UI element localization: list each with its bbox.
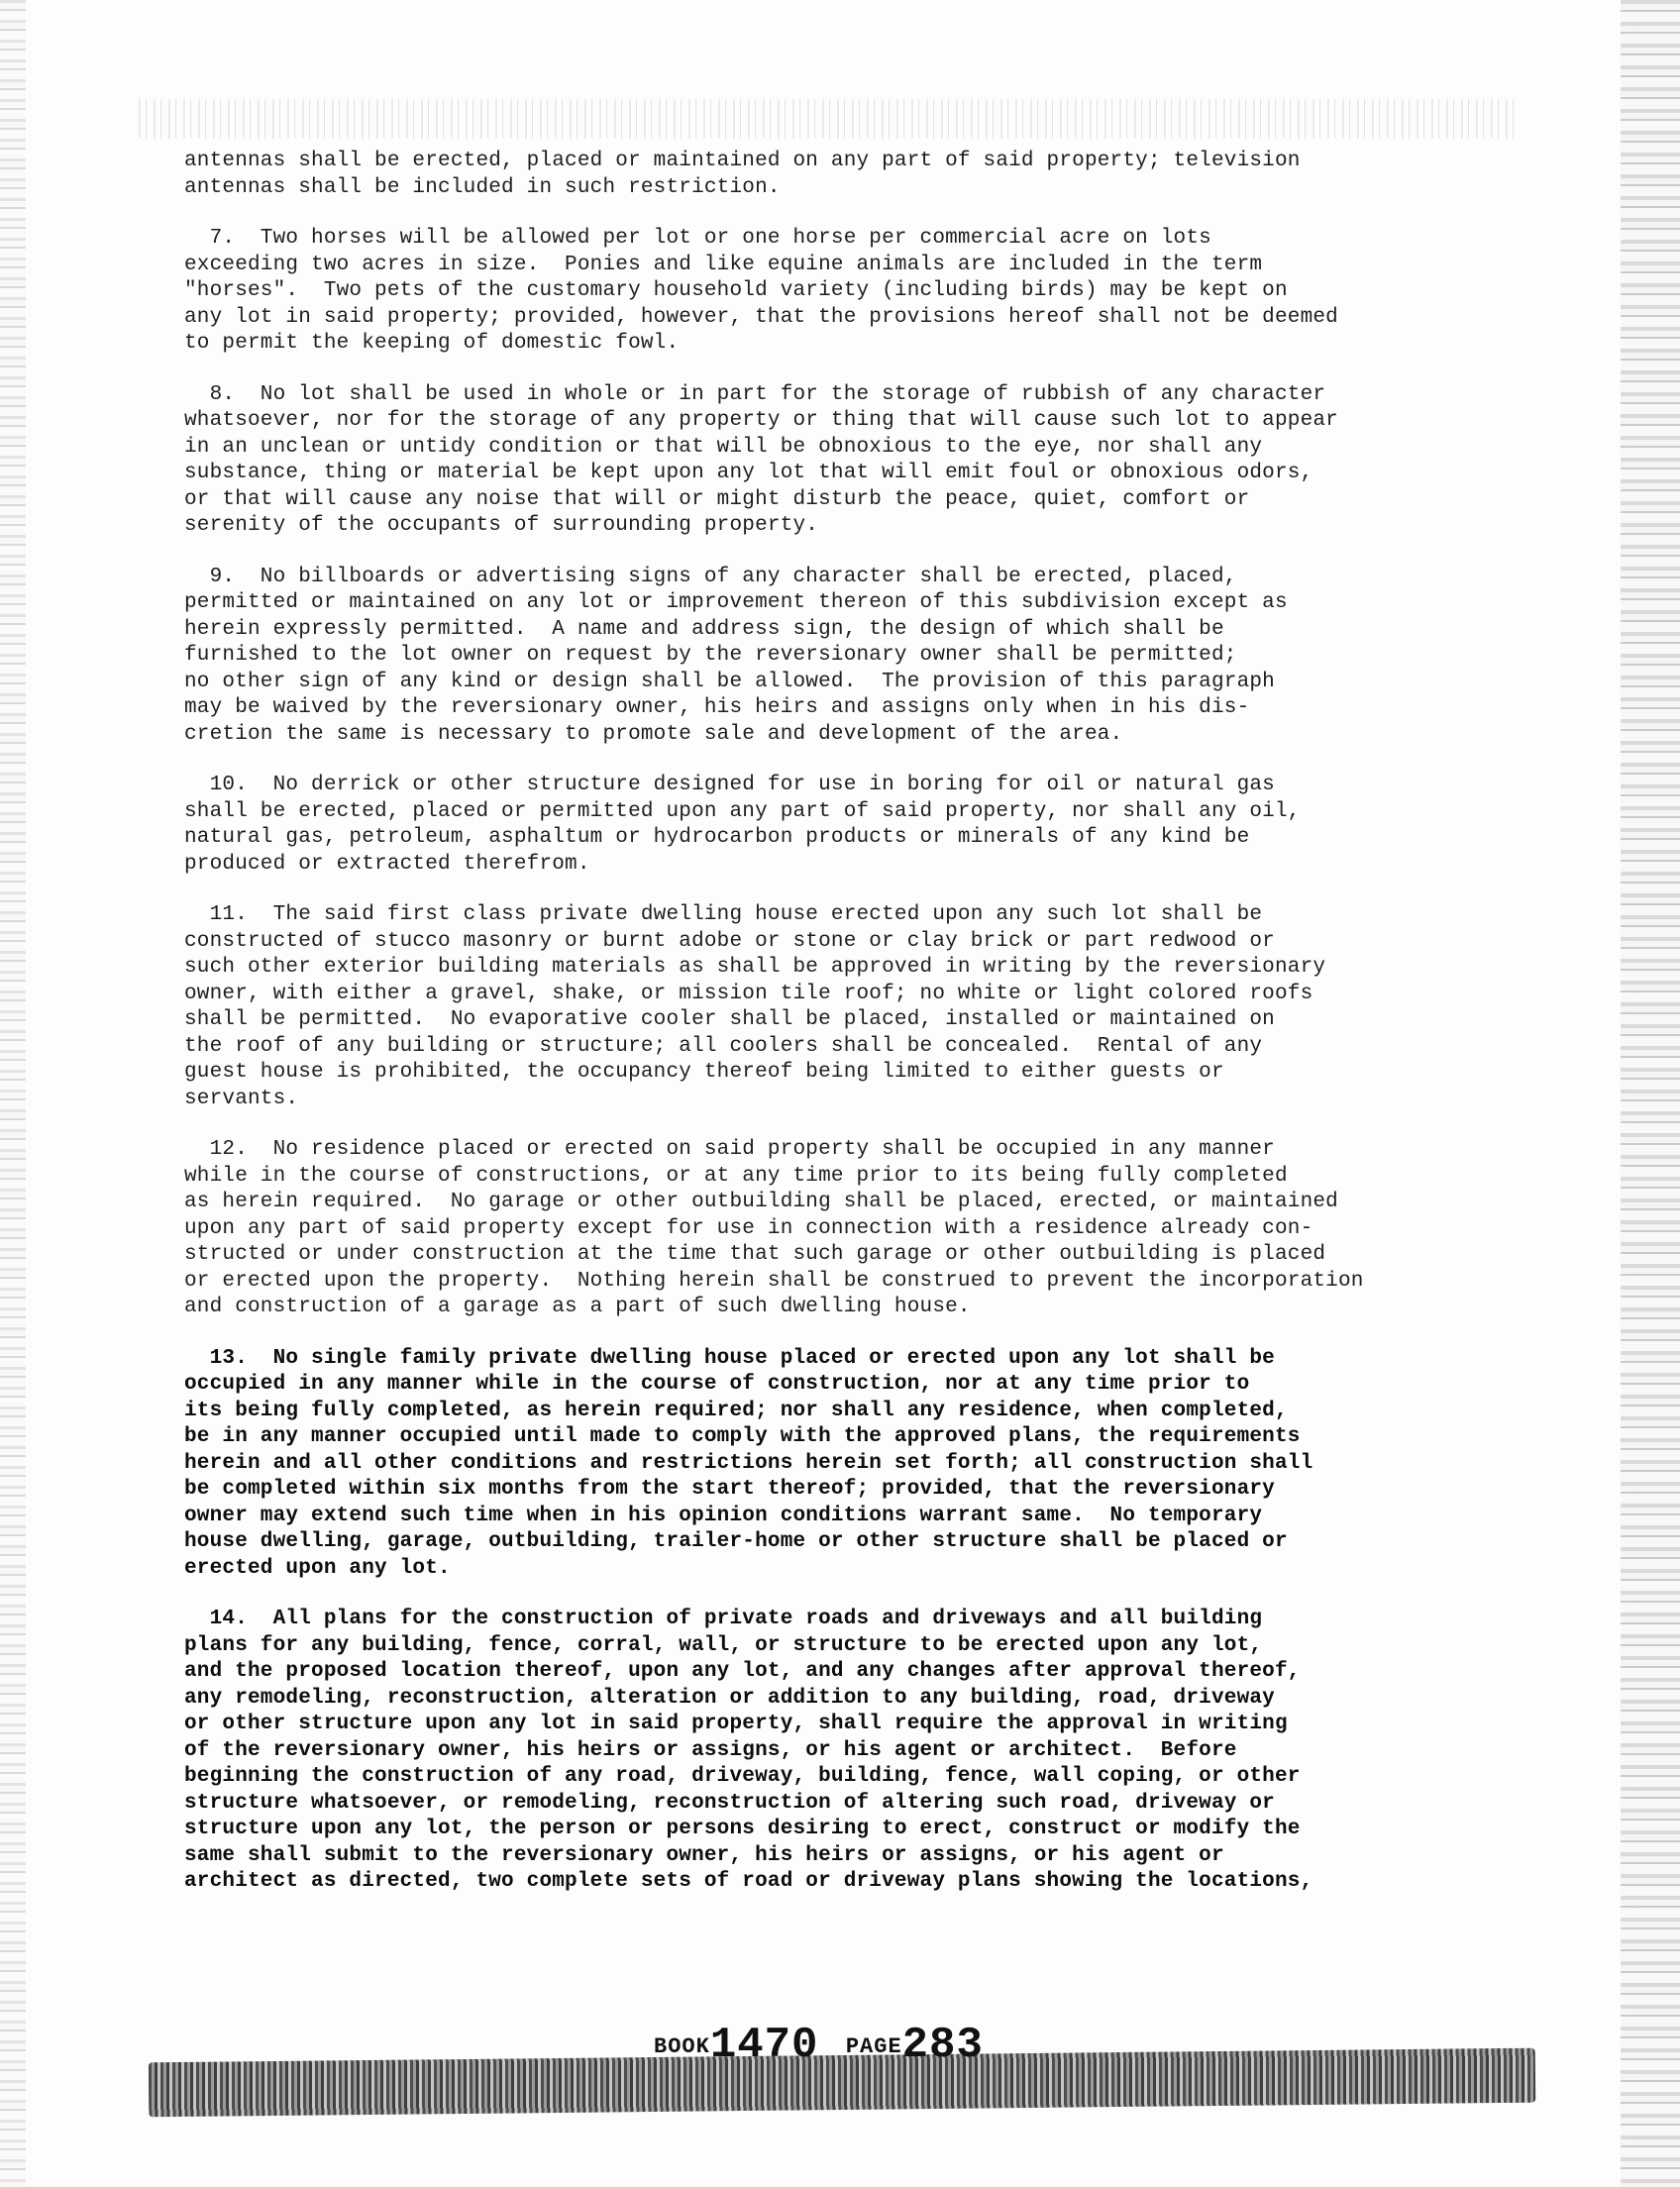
text-line: "horses". Two pets of the customary household variety (including birds) may be kept on bbox=[184, 279, 1288, 302]
text-line: 13. No single family private dwelling house placed or erected upon any lot shall be bbox=[184, 1346, 1275, 1370]
text-line: 12. No residence placed or erected on said property shall be occupied in any manner bbox=[184, 1138, 1275, 1161]
text-line: occupied in any manner while in the course of construction, nor at any time prior to bbox=[184, 1373, 1250, 1396]
text-line: its being fully completed, as herein required; nor shall any residence, when completed, bbox=[184, 1399, 1288, 1422]
section-13-paragraph bbox=[184, 1346, 1502, 1583]
text-line: may be waived by the reversionary owner, his heirs and assigns only when in his dis- bbox=[184, 696, 1250, 719]
text-line: beginning the construction of any road, driveway, building, fence, wall coping, or other bbox=[184, 1765, 1301, 1788]
text-line: structure whatsoever, or remodeling, reconstruction of altering such road, driveway or bbox=[184, 1791, 1275, 1815]
section-8-paragraph bbox=[184, 382, 1502, 540]
scan-edge-right bbox=[1621, 0, 1680, 2187]
scan-noise-top bbox=[139, 99, 1516, 139]
text-line: 14. All plans for the construction of private roads and driveways and all building bbox=[184, 1608, 1263, 1630]
text-line: or that will cause any noise that will or might disturb the peace, quiet, comfort or bbox=[184, 487, 1250, 511]
text-line: antennas shall be included in such restriction. bbox=[184, 175, 781, 199]
text-line: architect as directed, two complete sets of road or driveway plans showing the locations, bbox=[184, 1870, 1313, 1893]
text-line: shall be erected, placed or permitted upon any part of said property, nor shall any oil, bbox=[184, 799, 1301, 823]
text-line: plans for any building, fence, corral, wall, or structure to be erected upon any lot, bbox=[184, 1633, 1263, 1657]
text-line: be in any manner occupied until made to comply with the approved plans, the requirements bbox=[184, 1425, 1301, 1448]
text-line: owner, with either a gravel, shake, or mission tile roof; no white or light colored roofs bbox=[184, 982, 1313, 1005]
text-line: servants. bbox=[184, 1087, 299, 1110]
text-line: 7. Two horses will be allowed per lot or one horse per commercial acre on lots bbox=[184, 227, 1211, 250]
text-line: any remodeling, reconstruction, alteration or addition to any building, road, driveway bbox=[184, 1686, 1275, 1710]
text-line: structure upon any lot, the person or persons desiring to erect, construct or modify the bbox=[184, 1818, 1301, 1840]
text-line: and the proposed location thereof, upon any lot, and any changes after approval thereof, bbox=[184, 1660, 1301, 1683]
page-label: PAGE bbox=[845, 2034, 902, 2059]
page-number: 283 bbox=[901, 2021, 984, 2070]
text-line: permitted or maintained on any lot or improvement thereon of this subdivision except as bbox=[184, 591, 1288, 614]
section-7-paragraph bbox=[184, 226, 1502, 358]
text-line: herein expressly permitted. A name and address sign, the design of which shall be bbox=[184, 617, 1224, 641]
text-line: produced or extracted therefrom. bbox=[184, 852, 590, 876]
text-line: exceeding two acres in size. Ponies and like equine animals are included in the term bbox=[184, 253, 1263, 276]
text-line: 9. No billboards or advertising signs of any character shall be erected, placed, bbox=[184, 565, 1237, 588]
text-line: the roof of any building or structure; all coolers shall be concealed. Rental of any bbox=[184, 1034, 1263, 1058]
text-line: or erected upon the property. Nothing herein shall be construed to prevent the incorporation bbox=[184, 1269, 1364, 1293]
text-line: upon any part of said property except for use in connection with a residence already con- bbox=[184, 1216, 1313, 1240]
text-line: shall be permitted. No evaporative cooler shall be placed, installed or maintained on bbox=[184, 1008, 1275, 1031]
text-line: of the reversionary owner, his heirs or assigns, or his agent or architect. Before bbox=[184, 1738, 1237, 1762]
section-11-paragraph bbox=[184, 902, 1502, 1112]
text-line: structed or under construction at the time that such garage or other outbuilding is placed bbox=[184, 1243, 1326, 1266]
text-line: substance, thing or material be kept upon any lot that will emit foul or obnoxious odors, bbox=[184, 462, 1313, 484]
section-10-paragraph bbox=[184, 773, 1502, 878]
text-line: antennas shall be erected, placed or maintained on any part of said property; television bbox=[184, 150, 1301, 172]
text-line: any lot in said property; provided, however, that the provisions hereof shall not be deemed bbox=[184, 305, 1338, 329]
intro-paragraph bbox=[184, 149, 1502, 201]
text-line: constructed of stucco masonry or burnt adobe or stone or clay brick or part redwood or bbox=[184, 929, 1275, 953]
section-14-paragraph bbox=[184, 1607, 1502, 1896]
text-line: or other structure upon any lot in said property, shall require the approval in writing bbox=[184, 1713, 1288, 1735]
book-label: BOOK bbox=[654, 2034, 710, 2059]
text-line: be completed within six months from the start thereof; provided, that the reversionary bbox=[184, 1478, 1275, 1501]
text-line: furnished to the lot owner on request by the reversionary owner shall be permitted; bbox=[184, 644, 1237, 667]
book-page-stamp bbox=[654, 2021, 984, 2070]
text-line: house dwelling, garage, outbuilding, trailer-home or other structure shall be placed or bbox=[184, 1530, 1288, 1553]
text-line: whatsoever, nor for the storage of any property or thing that will cause such lot to appear bbox=[184, 409, 1338, 432]
section-9-paragraph bbox=[184, 565, 1502, 749]
paragraph-list bbox=[184, 226, 1502, 1896]
text-line: serenity of the occupants of surrounding property. bbox=[184, 514, 819, 537]
text-line: in an unclean or untidy condition or that will be obnoxious to the eye, nor shall any bbox=[184, 435, 1263, 459]
text-line: and construction of a garage as a part of such dwelling house. bbox=[184, 1296, 971, 1318]
text-line: no other sign of any kind or design shall be allowed. The provision of this paragraph bbox=[184, 670, 1275, 693]
text-line: while in the course of constructions, or at any time prior to its being fully completed bbox=[184, 1164, 1288, 1188]
text-line: 11. The said first class private dwelling house erected upon any such lot shall be bbox=[184, 903, 1263, 926]
text-line: as herein required. No garage or other outbuilding shall be placed, erected, or maintained bbox=[184, 1191, 1338, 1213]
section-12-paragraph bbox=[184, 1137, 1502, 1321]
scan-edge-left bbox=[0, 0, 26, 2187]
text-line: natural gas, petroleum, asphaltum or hydrocarbon products or minerals of any kind be bbox=[184, 826, 1250, 849]
text-line: 10. No derrick or other structure designed for use in boring for oil or natural gas bbox=[184, 774, 1275, 796]
text-line: such other exterior building materials as shall be approved in writing by the reversionary bbox=[184, 956, 1326, 979]
text-line: 8. No lot shall be used in whole or in part for the storage of rubbish of any character bbox=[184, 382, 1326, 406]
text-line: owner may extend such time when in his opinion conditions warrant same. No temporary bbox=[184, 1504, 1263, 1527]
text-line: erected upon any lot. bbox=[184, 1556, 451, 1580]
text-line: cretion the same is necessary to promote sale and development of the area. bbox=[184, 722, 1123, 746]
text-line: herein and all other conditions and restrictions herein set forth; all construction shall bbox=[184, 1451, 1313, 1475]
text-line: same shall submit to the reversionary owner, his heirs or assigns, or his agent or bbox=[184, 1843, 1224, 1867]
book-number: 1470 bbox=[709, 2021, 819, 2070]
text-line: to permit the keeping of domestic fowl. bbox=[184, 332, 680, 355]
document-body bbox=[184, 149, 1502, 1921]
text-line: guest house is prohibited, the occupancy thereof being limited to either guests or bbox=[184, 1061, 1224, 1084]
